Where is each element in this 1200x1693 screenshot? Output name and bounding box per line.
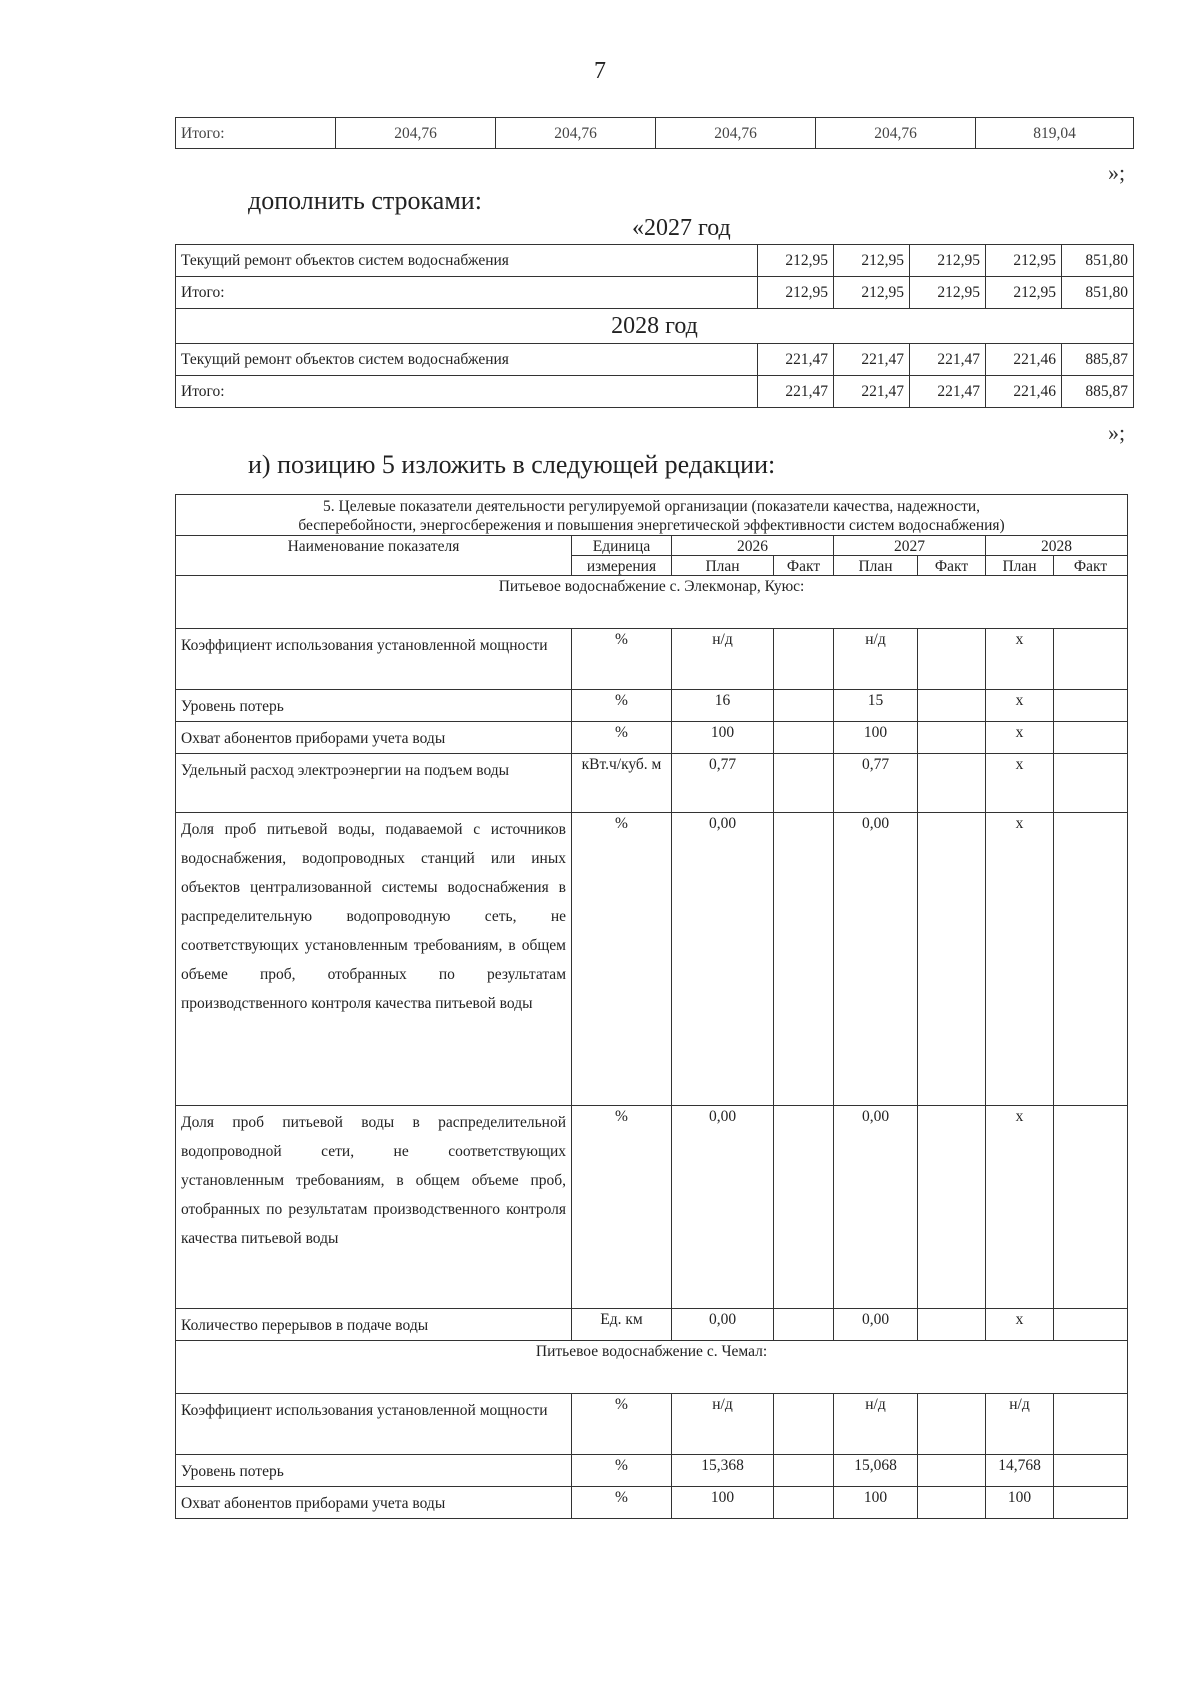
value-cell: 221,46 <box>986 344 1062 376</box>
section-title: Питьевое водоснабжение с. Элекмонар, Куюс: <box>176 576 1128 629</box>
plan-2028: х <box>986 1106 1054 1309</box>
fact-2027 <box>918 1394 986 1455</box>
header-unit: Единица <box>572 536 672 556</box>
closing-quote: »; <box>1108 420 1126 445</box>
table-row <box>176 1309 1128 1341</box>
row-label: Текущий ремонт объектов систем водоснабжения <box>176 344 758 376</box>
plan-2027: 100 <box>834 722 918 754</box>
value-cell: 221,47 <box>834 376 910 408</box>
header-plan: План <box>672 556 774 576</box>
unit-cell: % <box>572 1455 672 1487</box>
header-plan: План <box>986 556 1054 576</box>
fact-2027 <box>918 1309 986 1341</box>
unit-cell: % <box>572 1106 672 1309</box>
row-label: Итого: <box>176 118 336 149</box>
fact-2026 <box>774 813 834 1106</box>
plan-2027: 0,77 <box>834 754 918 813</box>
fact-2026 <box>774 629 834 690</box>
fact-2026 <box>774 1309 834 1341</box>
table-row <box>176 1455 1128 1487</box>
indicator-name: Доля проб питьевой воды, подаваемой с источников водоснабжения, водопроводных станций или иных объектов централизованной системы водоснабжения в распределительную водопроводную сеть, не соответствующих установленным требованиям, в общем объеме проб, отобранных по результатам производственного контроля качества питьевой воды <box>176 813 572 1106</box>
header-year: 2027 <box>834 536 986 556</box>
closing-quote: »; <box>1108 160 1126 185</box>
plan-2026: 0,77 <box>672 754 774 813</box>
header-plan: План <box>834 556 918 576</box>
plan-2027: н/д <box>834 629 918 690</box>
value-cell: 212,95 <box>758 277 834 309</box>
plan-2026: 100 <box>672 722 774 754</box>
fact-2026 <box>774 754 834 813</box>
fact-2027 <box>918 1106 986 1309</box>
plan-2027: 100 <box>834 1487 918 1519</box>
plan-2026: 0,00 <box>672 1106 774 1309</box>
table-row <box>176 722 1128 754</box>
plan-2027: 0,00 <box>834 813 918 1106</box>
fact-2028 <box>1054 1309 1128 1341</box>
fact-2026 <box>774 690 834 722</box>
value-cell: 819,04 <box>976 118 1134 149</box>
plan-2028: х <box>986 1309 1054 1341</box>
table-row <box>176 1487 1128 1519</box>
table-title-line: 5. Целевые показатели деятельности регулируемой организации (показатели качества, надежности, <box>323 498 981 515</box>
value-cell: 212,95 <box>986 277 1062 309</box>
value-cell: 221,47 <box>758 376 834 408</box>
value-cell: 204,76 <box>816 118 976 149</box>
fact-2026 <box>774 1455 834 1487</box>
repair-costs-table <box>175 244 1134 408</box>
plan-2028: х <box>986 754 1054 813</box>
fact-2027 <box>918 690 986 722</box>
plan-2028: х <box>986 722 1054 754</box>
header-fact: Факт <box>1054 556 1128 576</box>
row-label: Итого: <box>176 376 758 408</box>
plan-2026: 0,00 <box>672 813 774 1106</box>
value-cell: 221,47 <box>910 376 986 408</box>
header-year: 2026 <box>672 536 834 556</box>
value-cell: 212,95 <box>910 245 986 277</box>
fact-2027 <box>918 754 986 813</box>
indicator-name: Количество перерывов в подаче воды <box>176 1309 572 1341</box>
plan-2028: 100 <box>986 1487 1054 1519</box>
plan-2026: 100 <box>672 1487 774 1519</box>
indicator-name: Охват абонентов приборами учета воды <box>176 722 572 754</box>
unit-cell: Ед. км <box>572 1309 672 1341</box>
section-title: Питьевое водоснабжение с. Чемал: <box>176 1341 1128 1394</box>
table-row <box>176 690 1128 722</box>
header-indicator-name: Наименование показателя <box>176 536 572 576</box>
plan-2026: 16 <box>672 690 774 722</box>
fact-2026 <box>774 1394 834 1455</box>
indicator-name: Уровень потерь <box>176 690 572 722</box>
value-cell: 851,80 <box>1062 277 1134 309</box>
table-row <box>176 277 1134 309</box>
plan-2026: н/д <box>672 629 774 690</box>
table-row <box>176 1394 1128 1455</box>
fact-2027 <box>918 813 986 1106</box>
value-cell: 204,76 <box>656 118 816 149</box>
unit-cell: % <box>572 629 672 690</box>
unit-cell: кВт.ч/куб. м <box>572 754 672 813</box>
value-cell: 221,46 <box>986 376 1062 408</box>
value-cell: 221,47 <box>910 344 986 376</box>
value-cell: 204,76 <box>496 118 656 149</box>
section-row <box>176 1341 1128 1394</box>
table-row <box>176 754 1128 813</box>
value-cell: 204,76 <box>336 118 496 149</box>
year-title-2027: «2027 год <box>632 215 731 241</box>
fact-2027 <box>918 629 986 690</box>
unit-cell: % <box>572 1394 672 1455</box>
plan-2027: 15,068 <box>834 1455 918 1487</box>
plan-2028: н/д <box>986 1394 1054 1455</box>
value-cell: 221,47 <box>834 344 910 376</box>
unit-cell: % <box>572 1487 672 1519</box>
indicator-name: Коэффициент использования установленной мощности <box>176 629 572 690</box>
fact-2026 <box>774 1106 834 1309</box>
table-row <box>176 118 1134 149</box>
row-label: Итого: <box>176 277 758 309</box>
row-label: Текущий ремонт объектов систем водоснабжения <box>176 245 758 277</box>
unit-cell: % <box>572 690 672 722</box>
table-row <box>176 1106 1128 1309</box>
table-row <box>176 309 1134 344</box>
unit-cell: % <box>572 722 672 754</box>
year-title-2028: 2028 год <box>176 309 1134 344</box>
plan-2027: 15 <box>834 690 918 722</box>
target-indicators-table <box>175 494 1128 1519</box>
page-number: 7 <box>594 58 606 84</box>
unit-cell: % <box>572 813 672 1106</box>
indicator-name: Доля проб питьевой воды в распределительной водопроводной сети, не соответствующих установленным требованиям, в общем объеме проб, отобранных по результатам производственного контроля качества питьевой воды <box>176 1106 572 1309</box>
instruction-text: и) позицию 5 изложить в следующей редакции: <box>248 450 776 479</box>
fact-2026 <box>774 1487 834 1519</box>
table-row <box>176 629 1128 690</box>
value-cell: 212,95 <box>758 245 834 277</box>
header-fact: Факт <box>774 556 834 576</box>
header-fact: Факт <box>918 556 986 576</box>
plan-2027: 0,00 <box>834 1106 918 1309</box>
plan-2026: 15,368 <box>672 1455 774 1487</box>
value-cell: 212,95 <box>910 277 986 309</box>
plan-2028: х <box>986 690 1054 722</box>
value-cell: 221,47 <box>758 344 834 376</box>
fact-2028 <box>1054 813 1128 1106</box>
fact-2028 <box>1054 1106 1128 1309</box>
value-cell: 885,87 <box>1062 376 1134 408</box>
fact-2027 <box>918 1487 986 1519</box>
plan-2027: н/д <box>834 1394 918 1455</box>
value-cell: 212,95 <box>986 245 1062 277</box>
table-title-row <box>176 495 1128 536</box>
fact-2028 <box>1054 1455 1128 1487</box>
indicator-name: Охват абонентов приборами учета воды <box>176 1487 572 1519</box>
plan-2028: х <box>986 629 1054 690</box>
table-title-line: бесперебойности, энергосбережения и повышения энергетической эффективности систем водоснабжения) <box>298 517 1005 534</box>
header-unit: измерения <box>572 556 672 576</box>
plan-2026: н/д <box>672 1394 774 1455</box>
header-row <box>176 536 1128 556</box>
fact-2027 <box>918 722 986 754</box>
fact-2028 <box>1054 690 1128 722</box>
value-cell: 885,87 <box>1062 344 1134 376</box>
instruction-text: дополнить строками: <box>248 186 482 215</box>
value-cell: 212,95 <box>834 245 910 277</box>
value-cell: 851,80 <box>1062 245 1134 277</box>
section-row <box>176 576 1128 629</box>
value-cell: 212,95 <box>834 277 910 309</box>
fact-2027 <box>918 1455 986 1487</box>
indicator-name: Уровень потерь <box>176 1455 572 1487</box>
plan-2027: 0,00 <box>834 1309 918 1341</box>
fact-2028 <box>1054 629 1128 690</box>
total-2026-table <box>175 117 1134 149</box>
table-row <box>176 376 1134 408</box>
indicator-name: Коэффициент использования установленной мощности <box>176 1394 572 1455</box>
fact-2028 <box>1054 1487 1128 1519</box>
fact-2028 <box>1054 1394 1128 1455</box>
fact-2026 <box>774 722 834 754</box>
fact-2028 <box>1054 754 1128 813</box>
table-row <box>176 813 1128 1106</box>
plan-2026: 0,00 <box>672 1309 774 1341</box>
plan-2028: 14,768 <box>986 1455 1054 1487</box>
indicator-name: Удельный расход электроэнергии на подъем воды <box>176 754 572 813</box>
header-year: 2028 <box>986 536 1128 556</box>
plan-2028: х <box>986 813 1054 1106</box>
table-title <box>176 495 1128 536</box>
table-row <box>176 245 1134 277</box>
fact-2028 <box>1054 722 1128 754</box>
table-row <box>176 344 1134 376</box>
